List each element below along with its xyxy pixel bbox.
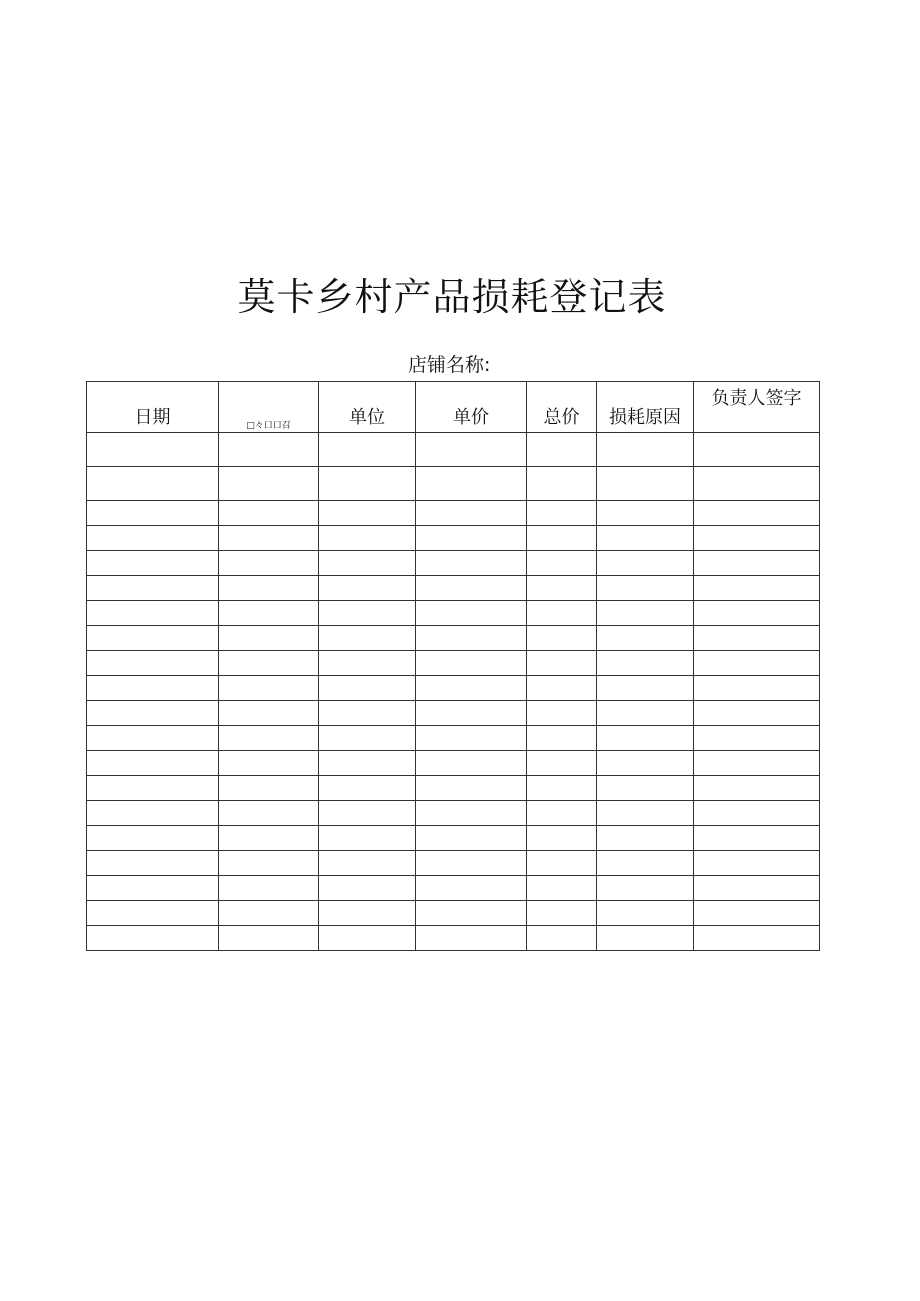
table-cell[interactable]	[87, 626, 219, 651]
table-cell[interactable]	[527, 826, 597, 851]
table-row	[87, 901, 820, 926]
table-cell[interactable]	[527, 526, 597, 551]
table-cell[interactable]	[597, 551, 694, 576]
table-cell[interactable]	[527, 801, 597, 826]
table-cell[interactable]	[219, 901, 319, 926]
table-cell[interactable]	[694, 576, 820, 601]
table-cell[interactable]	[219, 526, 319, 551]
table-cell[interactable]	[219, 651, 319, 676]
table-cell[interactable]	[694, 701, 820, 726]
table-cell[interactable]	[527, 876, 597, 901]
table-cell[interactable]	[416, 501, 527, 526]
table-cell[interactable]	[527, 676, 597, 701]
table-cell[interactable]	[219, 851, 319, 876]
table-cell[interactable]	[87, 776, 219, 801]
table-cell[interactable]	[694, 526, 820, 551]
table-cell[interactable]	[597, 626, 694, 651]
table-cell[interactable]	[694, 651, 820, 676]
table-cell[interactable]	[597, 501, 694, 526]
table-row	[87, 826, 820, 851]
table-cell[interactable]	[87, 651, 219, 676]
table-cell[interactable]	[527, 651, 597, 676]
table-cell[interactable]	[319, 601, 416, 626]
table-cell[interactable]	[597, 676, 694, 701]
table-cell[interactable]	[219, 876, 319, 901]
table-cell[interactable]	[319, 501, 416, 526]
table-cell[interactable]	[219, 926, 319, 951]
table-cell[interactable]	[527, 501, 597, 526]
table-cell[interactable]	[416, 726, 527, 751]
table-cell[interactable]	[694, 626, 820, 651]
table-cell[interactable]	[87, 826, 219, 851]
table-cell[interactable]	[319, 651, 416, 676]
table-cell[interactable]	[694, 851, 820, 876]
table-cell[interactable]	[694, 926, 820, 951]
table-cell[interactable]	[597, 526, 694, 551]
table-cell[interactable]	[597, 876, 694, 901]
table-cell[interactable]	[416, 467, 527, 501]
table-cell[interactable]	[527, 901, 597, 926]
table-cell[interactable]	[416, 651, 527, 676]
table-cell[interactable]	[527, 551, 597, 576]
table-row	[87, 926, 820, 951]
table-cell[interactable]	[87, 576, 219, 601]
table-row	[87, 526, 820, 551]
table-cell[interactable]	[87, 876, 219, 901]
table-cell[interactable]	[219, 676, 319, 701]
table-cell[interactable]	[219, 776, 319, 801]
table-cell[interactable]	[87, 926, 219, 951]
table-cell[interactable]	[87, 901, 219, 926]
table-cell[interactable]	[597, 651, 694, 676]
table-cell[interactable]	[219, 501, 319, 526]
header-unit: 单位	[319, 382, 416, 433]
table-cell[interactable]	[319, 876, 416, 901]
table-cell[interactable]	[597, 433, 694, 467]
table-cell[interactable]	[319, 433, 416, 467]
table-cell[interactable]	[527, 626, 597, 651]
table-cell[interactable]	[597, 926, 694, 951]
loss-register-table	[86, 381, 820, 951]
table-cell[interactable]	[219, 601, 319, 626]
table-cell[interactable]	[597, 726, 694, 751]
table-cell[interactable]	[694, 501, 820, 526]
table-row	[87, 601, 820, 626]
table-cell[interactable]	[416, 876, 527, 901]
table-cell[interactable]	[597, 801, 694, 826]
table-cell[interactable]	[219, 433, 319, 467]
table-row	[87, 676, 820, 701]
table-cell[interactable]	[87, 601, 219, 626]
table-cell[interactable]	[694, 801, 820, 826]
table-cell[interactable]	[694, 676, 820, 701]
table-cell[interactable]	[416, 551, 527, 576]
table-row	[87, 467, 820, 501]
table-cell[interactable]	[694, 901, 820, 926]
table-cell[interactable]	[319, 901, 416, 926]
table-cell[interactable]	[87, 851, 219, 876]
table-cell[interactable]	[219, 726, 319, 751]
table-cell[interactable]	[87, 726, 219, 751]
table-cell[interactable]	[694, 467, 820, 501]
table-row	[87, 726, 820, 751]
table-cell[interactable]	[416, 901, 527, 926]
table-row	[87, 801, 820, 826]
table-cell[interactable]	[319, 551, 416, 576]
header-loss-reason: 损耗原因	[597, 382, 694, 433]
store-name-label: 店铺名称:	[408, 354, 491, 376]
table-cell[interactable]	[597, 851, 694, 876]
table-cell[interactable]	[527, 751, 597, 776]
table-cell[interactable]	[416, 926, 527, 951]
table-cell[interactable]	[87, 501, 219, 526]
table-cell[interactable]	[219, 551, 319, 576]
table-cell[interactable]	[87, 751, 219, 776]
table-cell[interactable]	[219, 576, 319, 601]
table-cell[interactable]	[319, 776, 416, 801]
table-cell[interactable]	[319, 626, 416, 651]
table-cell[interactable]	[694, 776, 820, 801]
table-row	[87, 851, 820, 876]
table-row	[87, 551, 820, 576]
table-cell[interactable]	[527, 576, 597, 601]
table-cell[interactable]	[416, 701, 527, 726]
table-cell[interactable]	[597, 901, 694, 926]
table-cell[interactable]	[87, 433, 219, 467]
table-cell[interactable]	[319, 467, 416, 501]
table-cell[interactable]	[319, 576, 416, 601]
table-cell[interactable]	[597, 776, 694, 801]
table-row	[87, 776, 820, 801]
table-cell[interactable]	[319, 751, 416, 776]
table-cell[interactable]	[694, 601, 820, 626]
table-cell[interactable]	[319, 926, 416, 951]
table-cell[interactable]	[597, 601, 694, 626]
table-cell[interactable]	[319, 676, 416, 701]
table-cell[interactable]	[597, 576, 694, 601]
table-cell[interactable]	[416, 801, 527, 826]
table-cell[interactable]	[219, 801, 319, 826]
table-row	[87, 651, 820, 676]
table-cell[interactable]	[597, 701, 694, 726]
table-row	[87, 576, 820, 601]
table-row	[87, 501, 820, 526]
table-cell[interactable]	[87, 676, 219, 701]
table-row	[87, 701, 820, 726]
table-cell[interactable]	[694, 433, 820, 467]
table-cell[interactable]	[87, 701, 219, 726]
header-signature: 负责人签字	[694, 382, 820, 433]
table-cell[interactable]	[87, 526, 219, 551]
table-cell[interactable]	[219, 626, 319, 651]
header-product-name: □々口口召	[219, 382, 319, 433]
table-cell[interactable]	[319, 526, 416, 551]
table-cell[interactable]	[527, 776, 597, 801]
table-cell[interactable]	[319, 851, 416, 876]
table-cell[interactable]	[416, 433, 527, 467]
table-cell[interactable]	[694, 826, 820, 851]
table-cell[interactable]	[87, 551, 219, 576]
table-cell[interactable]	[416, 751, 527, 776]
table-cell[interactable]	[87, 801, 219, 826]
header-total-price: 总价	[527, 382, 597, 433]
header-row	[87, 382, 820, 433]
table-cell[interactable]	[87, 467, 219, 501]
table-row	[87, 626, 820, 651]
page-title: 莫卡乡村产品损耗登记表	[237, 275, 667, 319]
table-cell[interactable]	[416, 776, 527, 801]
table-cell[interactable]	[319, 701, 416, 726]
table-cell[interactable]	[416, 626, 527, 651]
table-cell[interactable]	[527, 601, 597, 626]
header-date: 日期	[87, 382, 219, 433]
table-cell[interactable]	[416, 826, 527, 851]
table-body	[87, 433, 820, 951]
table-cell[interactable]	[597, 751, 694, 776]
table-cell[interactable]	[527, 851, 597, 876]
table-row	[87, 751, 820, 776]
table-cell[interactable]	[219, 701, 319, 726]
table-cell[interactable]	[319, 726, 416, 751]
table-cell[interactable]	[597, 467, 694, 501]
header-unit-price: 单价	[416, 382, 527, 433]
table-cell[interactable]	[527, 433, 597, 467]
table-cell[interactable]	[527, 726, 597, 751]
table-cell[interactable]	[694, 726, 820, 751]
table-cell[interactable]	[416, 576, 527, 601]
table-cell[interactable]	[527, 701, 597, 726]
table-cell[interactable]	[219, 826, 319, 851]
table-cell[interactable]	[527, 926, 597, 951]
table-cell[interactable]	[416, 676, 527, 701]
table-row	[87, 433, 820, 467]
table-cell[interactable]	[416, 851, 527, 876]
table-cell[interactable]	[219, 751, 319, 776]
table-cell[interactable]	[597, 826, 694, 851]
table-cell[interactable]	[694, 751, 820, 776]
table-cell[interactable]	[416, 601, 527, 626]
table-cell[interactable]	[416, 526, 527, 551]
table-cell[interactable]	[694, 551, 820, 576]
table-cell[interactable]	[319, 826, 416, 851]
table-cell[interactable]	[219, 467, 319, 501]
table-row	[87, 876, 820, 901]
table-cell[interactable]	[319, 801, 416, 826]
table-cell[interactable]	[527, 467, 597, 501]
table-cell[interactable]	[694, 876, 820, 901]
